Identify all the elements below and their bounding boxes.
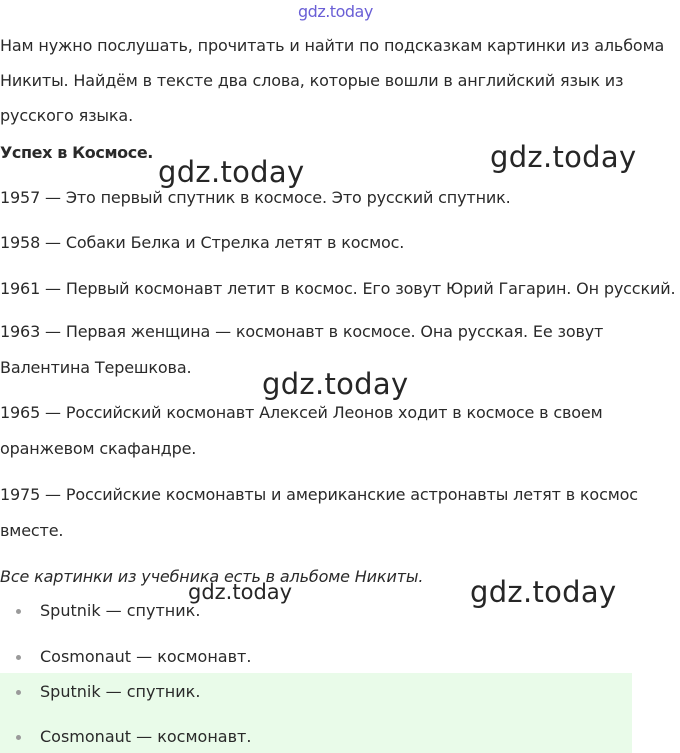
list-bullet [16, 655, 21, 660]
watermark-large-1: gdz.today [158, 155, 305, 189]
watermark-large-4: gdz.today [470, 575, 617, 609]
timeline-1975-line-2: вместе. [0, 521, 64, 540]
list-bullet [16, 609, 21, 614]
list-item-cosmonaut: Cosmonaut — космонавт. [40, 647, 252, 666]
timeline-1961: 1961 — Первый космонавт летит в космос. Его зовут Юрий Гагарин. Он русский. [0, 279, 676, 298]
highlighted-list-item-cosmonaut: Cosmonaut — космонавт. [40, 727, 252, 746]
timeline-1965-line-1: 1965 — Российский космонавт Алексей Леонов ходит в космосе в своем [0, 403, 603, 422]
list-bullet [16, 735, 21, 740]
note-italic: Все картинки из учебника есть в альбоме Никиты. [0, 567, 424, 586]
intro-line-1: Нам нужно послушать, прочитать и найти по подсказкам картинки из альбома [0, 36, 665, 55]
highlighted-list-item-sputnik: Sputnik — спутник. [40, 682, 201, 701]
watermark-large-2: gdz.today [490, 140, 637, 174]
timeline-1965-line-2: оранжевом скафандре. [0, 439, 197, 458]
timeline-1958: 1958 — Собаки Белка и Стрелка летят в космос. [0, 233, 405, 252]
timeline-1963-line-2: Валентина Терешкова. [0, 358, 192, 377]
watermark-top: gdz.today [298, 2, 373, 21]
intro-line-2: Никиты. Найдём в тексте два слова, которые вошли в английский язык из [0, 71, 624, 90]
watermark-small-1: gdz.today [188, 580, 293, 604]
watermark-large-3: gdz.today [262, 367, 409, 401]
section-heading: Успех в Космосе. [0, 143, 153, 162]
timeline-1975-line-1: 1975 — Российские космонавты и американские астронавты летят в космос [0, 485, 638, 504]
timeline-1957: 1957 — Это первый спутник в космосе. Это русский спутник. [0, 188, 511, 207]
list-bullet [16, 690, 21, 695]
timeline-1963-line-1: 1963 — Первая женщина — космонавт в космосе. Она русская. Ее зовут [0, 322, 604, 341]
list-item-sputnik: Sputnik — спутник. [40, 601, 201, 620]
intro-line-3: русского языка. [0, 106, 134, 125]
